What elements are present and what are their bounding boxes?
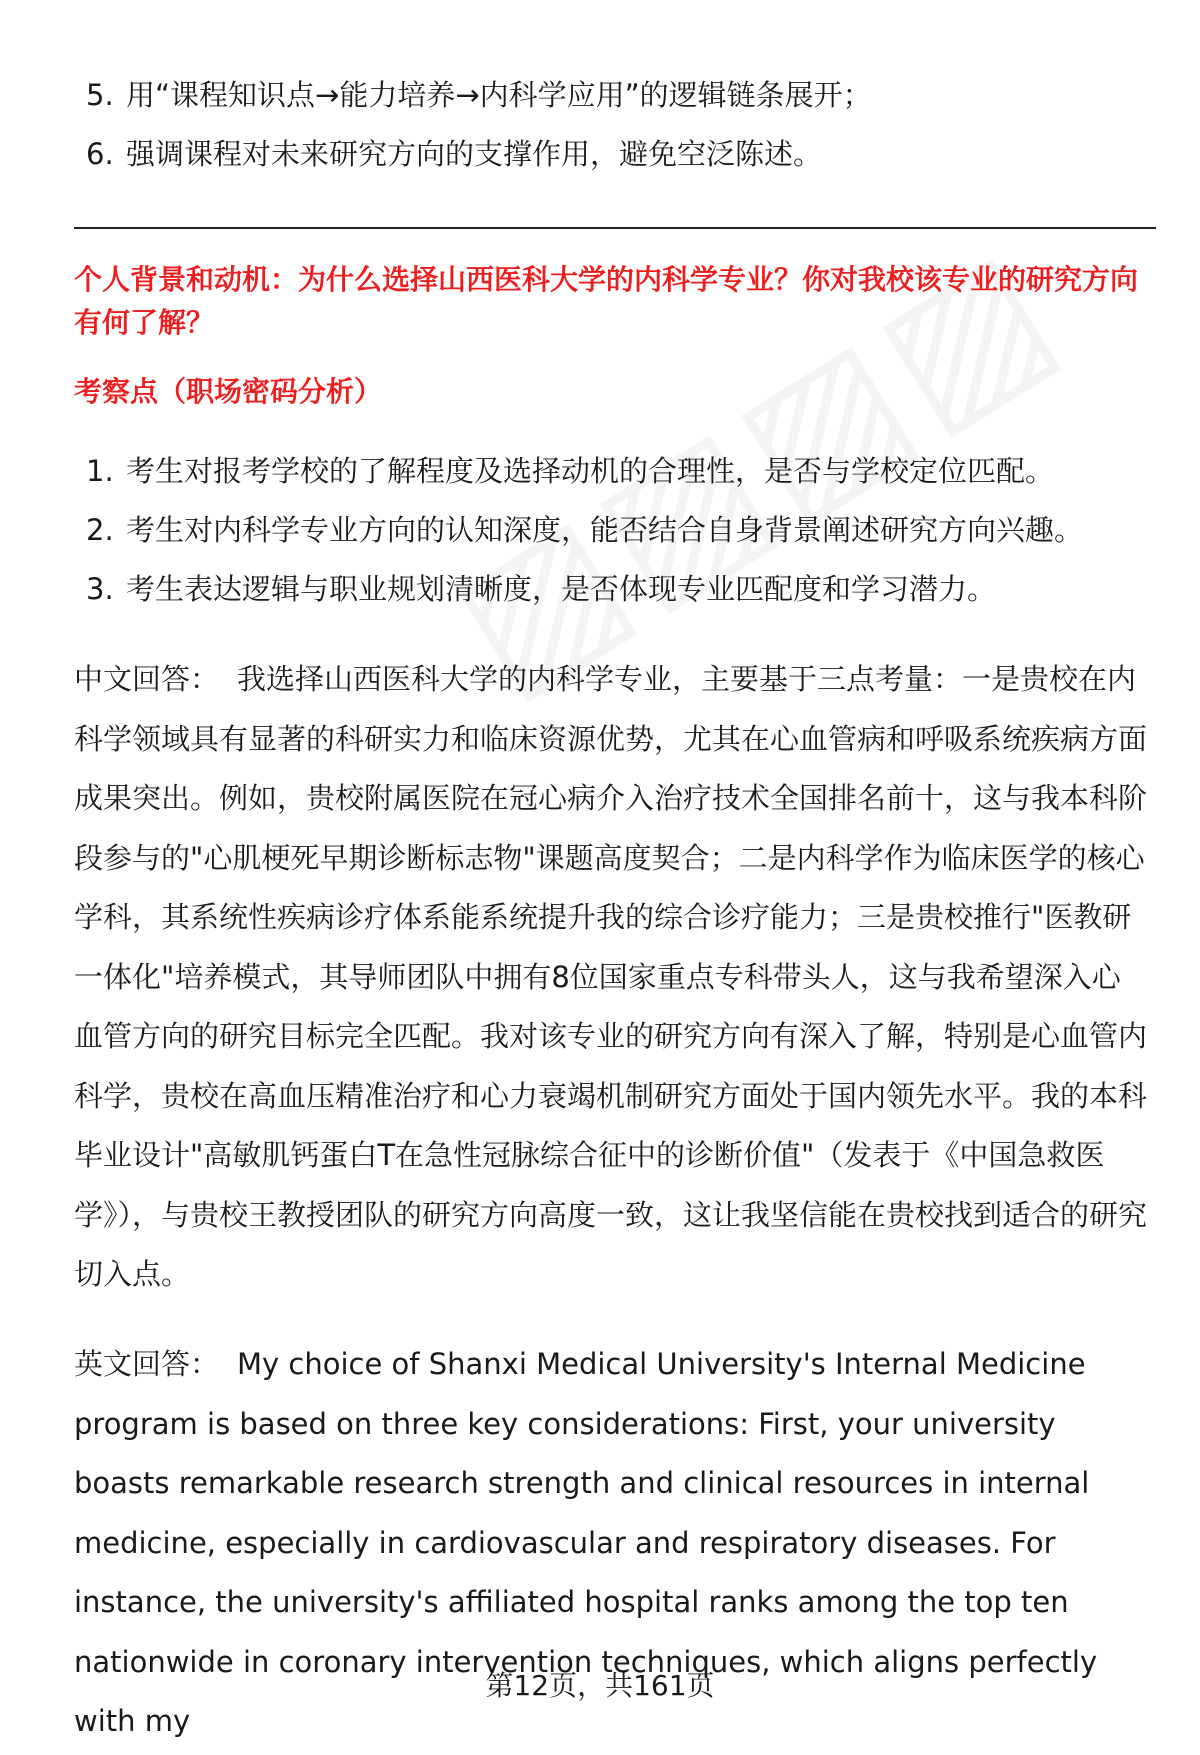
- list-item-text: 考生对报考学校的了解程度及选择动机的合理性，是否与学校定位匹配。: [126, 454, 1055, 488]
- previous-section-list: [74, 66, 1154, 184]
- list-item-text: 考生表达逻辑与职业规划清晰度，是否体现专业匹配度和学习潜力。: [126, 572, 997, 606]
- list-item-text: 强调课程对未来研究方向的支撑作用，避免空泛陈述。: [126, 137, 823, 171]
- list-item-number: 1.: [86, 454, 114, 488]
- section-divider: [74, 227, 1156, 229]
- english-answer-label: 英文回答：: [74, 1347, 220, 1381]
- list-item: [74, 442, 1154, 501]
- assessment-points-list: [74, 442, 1154, 619]
- chinese-answer-label: 中文回答：: [74, 662, 220, 696]
- list-item: [74, 560, 1154, 619]
- list-item-text: 考生对内科学专业方向的认知深度，能否结合自身背景阐述研究方向兴趣。: [126, 513, 1084, 547]
- chinese-answer: [74, 650, 1149, 1305]
- english-answer-text: My choice of Shanxi Medical University's Internal Medicine program is based on three key considerations: First, your university boasts remarkable research strength and clinical resources in internal medicine, especially in cardiovascular and respiratory diseases. For instance, the university's affiliated hospital ranks among the top ten nationwide in coronary intervention techniques, which aligns perfectly with my: [74, 1347, 1098, 1738]
- chinese-answer-text: 我选择山西医科大学的内科学专业，主要基于三点考量：一是贵校在内科学领域具有显著的科研实力和临床资源优势，尤其在心血管病和呼吸系统疾病方面成果突出。例如，贵校附属医院在冠心病介入治疗技术全国排名前十，这与我本科阶段参与的"心肌梗死早期诊断标志物"课题高度契合；二是内科学作为临床医学的核心学科，其系统性疾病诊疗体系能系统提升我的综合诊疗能力；三是贵校推行"医教研一体化"培养模式，其导师团队中拥有8位国家重点专科带头人，这与我希望深入心血管方向的研究目标完全匹配。我对该专业的研究方向有深入了解，特别是心血管内科学，贵校在高血压精准治疗和心力衰竭机制研究方面处于国内领先水平。我的本科毕业设计"高敏肌钙蛋白T在急性冠脉综合征中的诊断价值"（发表于《中国急救医学》），与贵校王教授团队的研究方向高度一致，这让我坚信能在贵校找到适合的研究切入点。: [74, 662, 1148, 1291]
- assessment-points-heading: 考察点（职场密码分析）: [74, 375, 383, 408]
- list-item-text: 用“课程知识点→能力培养→内科学应用”的逻辑链条展开；: [126, 78, 872, 112]
- question-heading: 个人背景和动机：为什么选择山西医科大学的内科学专业？你对我校该专业的研究方向有何了解？: [74, 263, 1139, 339]
- list-item-number: 2.: [86, 513, 114, 547]
- list-item: [74, 66, 1154, 125]
- page-number-footer: 第12页，共161页: [485, 1669, 715, 1702]
- list-item-number: 6.: [86, 137, 114, 171]
- list-item: [74, 125, 1154, 184]
- list-item-number: 5.: [86, 78, 114, 112]
- list-item: [74, 501, 1154, 560]
- list-item-number: 3.: [86, 572, 114, 606]
